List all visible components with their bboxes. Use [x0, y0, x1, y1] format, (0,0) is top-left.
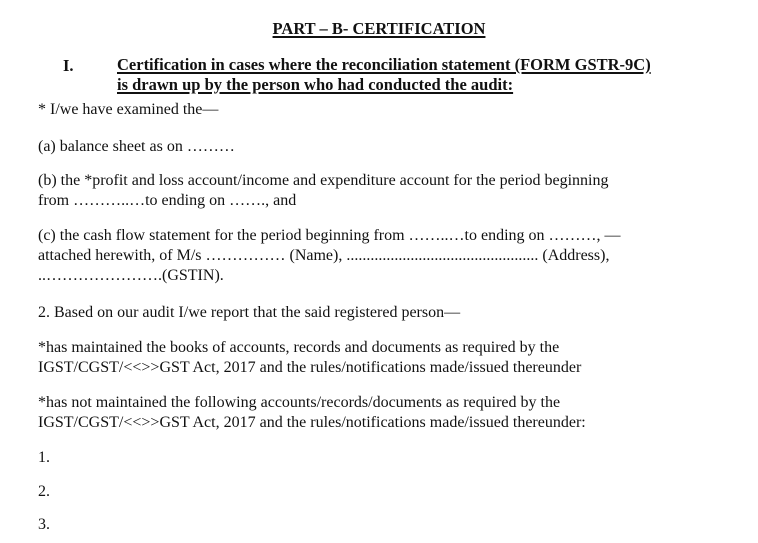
page-title: PART – B- CERTIFICATION: [272, 19, 486, 38]
has-not-maintained-text: [38, 393, 706, 433]
item-b-line-2: from ………..…to ending on ……., and: [38, 192, 297, 209]
has-not-maintained-line-1: *has not maintained the following accounts/records/documents as required by the: [38, 394, 561, 411]
section-heading-line-2: is drawn up by the person who had conducted the audit:: [117, 75, 514, 94]
list-item: 2.: [38, 483, 50, 500]
has-maintained-line-1: *has maintained the books of accounts, records and documents as required by the: [38, 339, 560, 356]
item-c-line-2: attached herewith, of M/s …………… (Name), ................................................ (Address),: [38, 247, 610, 264]
has-maintained-line-2: IGST/CGST/<<>>GST Act, 2017 and the rules/notifications made/issued thereunder: [38, 359, 582, 376]
list-item: 3.: [38, 516, 50, 533]
has-maintained-text: [38, 338, 706, 378]
item-b-profit-loss: [38, 171, 706, 211]
item-a-balance-sheet: (a) balance sheet as on ………: [38, 138, 235, 155]
item-c-line-3: ..………………….(GSTIN).: [38, 267, 224, 284]
section-heading-line-1: Certification in cases where the reconciliation statement (FORM GSTR-9C): [117, 55, 651, 74]
section-number: I.: [63, 56, 74, 75]
item-c-cash-flow: [38, 226, 706, 286]
item-c-line-1: (c) the cash flow statement for the period beginning from ……..…to ending on ………, —: [38, 227, 621, 244]
item-b-line-1: (b) the *profit and loss account/income and expenditure account for the period beginning: [38, 172, 609, 189]
section-heading: [117, 55, 717, 95]
list-item: 1.: [38, 449, 50, 466]
intro-text: * I/we have examined the—: [38, 101, 219, 118]
has-not-maintained-line-2: IGST/CGST/<<>>GST Act, 2017 and the rules/notifications made/issued thereunder:: [38, 414, 586, 431]
para-2-based-on-audit: 2. Based on our audit I/we report that the said registered person—: [38, 304, 461, 321]
